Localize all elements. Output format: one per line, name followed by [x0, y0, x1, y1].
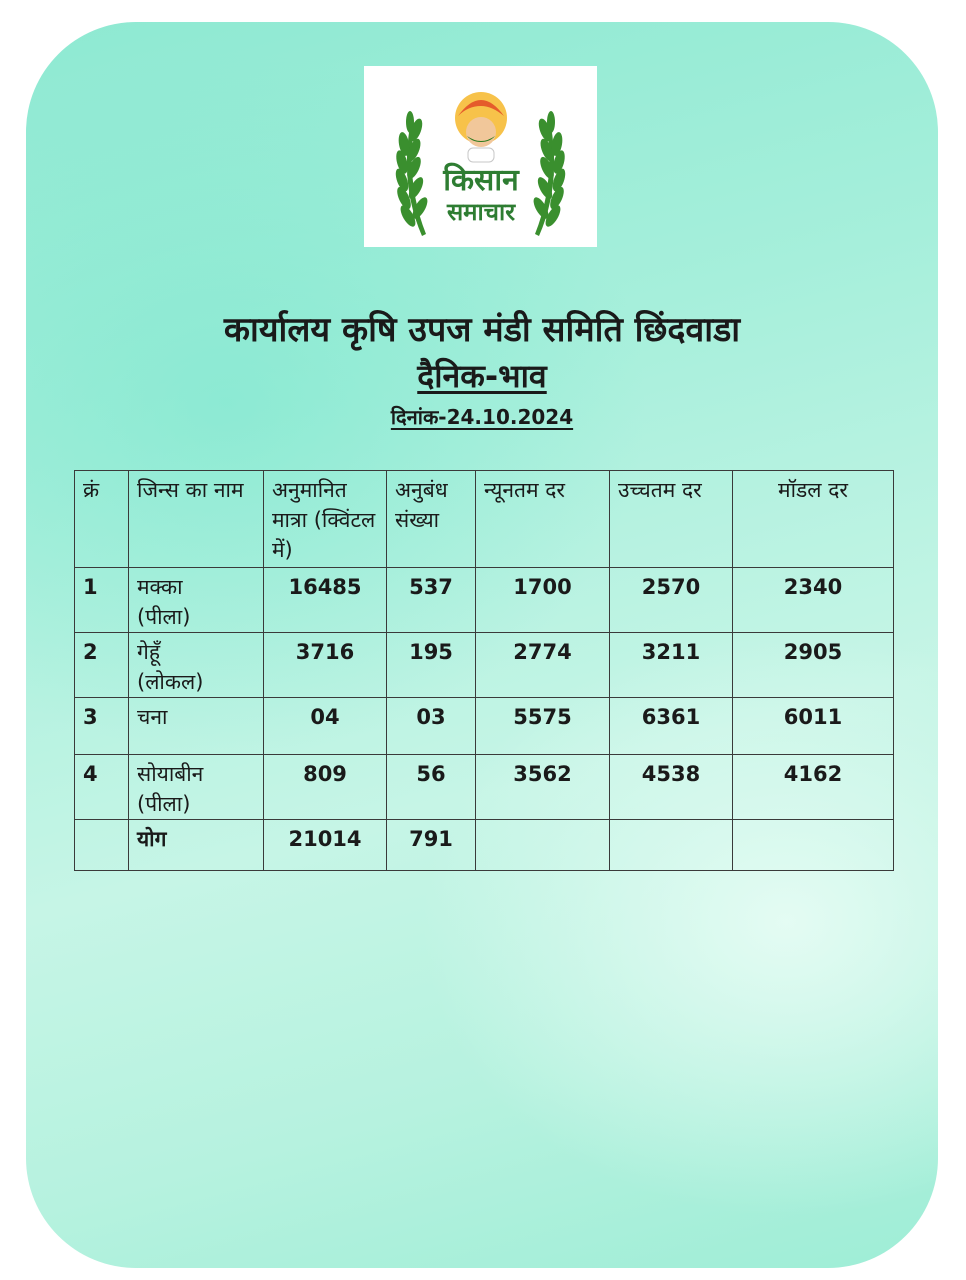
commodity-name: सोयाबीन: [137, 762, 204, 786]
cell-total-quantity: 21014: [264, 820, 387, 871]
kisan-samachar-logo: [364, 66, 597, 247]
cell-commodity: [129, 568, 264, 633]
rates-table: [74, 470, 894, 871]
cell-sr: 4: [75, 755, 129, 820]
background-card: [26, 22, 938, 1268]
cell-min-rate: 1700: [476, 568, 610, 633]
commodity-name: मक्का: [137, 575, 183, 599]
col-header-max-rate: उच्चतम दर: [610, 471, 733, 568]
cell-sr: 1: [75, 568, 129, 633]
cell-max-rate: 3211: [610, 633, 733, 698]
cell-quantity: 3716: [264, 633, 387, 698]
cell-min-rate: 5575: [476, 698, 610, 755]
table-header-row: [75, 471, 894, 568]
cell-max-rate: 4538: [610, 755, 733, 820]
commodity-variety: (लोकल): [137, 670, 204, 694]
table-row: [75, 633, 894, 698]
table-row: [75, 755, 894, 820]
cell-max-rate: 2570: [610, 568, 733, 633]
cell-total-contracts: 791: [387, 820, 476, 871]
cell-contracts: 56: [387, 755, 476, 820]
cell-model-rate: 2905: [733, 633, 894, 698]
cell-commodity: [129, 755, 264, 820]
col-header-model-rate: मॉडल दर: [733, 471, 894, 568]
cell-contracts: 03: [387, 698, 476, 755]
commodity-name: चना: [137, 705, 168, 729]
page-subtitle: [26, 354, 938, 398]
wheat-right-icon: [531, 111, 568, 236]
cell-contracts: 537: [387, 568, 476, 633]
cell-min-rate: 2774: [476, 633, 610, 698]
cell-empty: [476, 820, 610, 871]
cell-sr: 3: [75, 698, 129, 755]
cell-contracts: 195: [387, 633, 476, 698]
cell-quantity: 16485: [264, 568, 387, 633]
cell-model-rate: 4162: [733, 755, 894, 820]
logo-line1: किसान: [443, 163, 519, 198]
commodity-variety: (पीला): [137, 605, 191, 629]
table-row: [75, 568, 894, 633]
commodity-variety: (पीला): [137, 792, 191, 816]
cell-min-rate: 3562: [476, 755, 610, 820]
farmer-face-icon: [466, 117, 496, 147]
col-header-quantity: अनुमानित मात्रा (क्विंटल में): [264, 471, 387, 568]
cell-max-rate: 6361: [610, 698, 733, 755]
col-header-contracts: अनुबंध संख्या: [387, 471, 476, 568]
logo-line2: समाचार: [446, 198, 516, 226]
page-title: कार्यालय कृषि उपज मंडी समिति छिंदवाडा: [223, 310, 741, 350]
cell-model-rate: 2340: [733, 568, 894, 633]
col-header-sr: क्रं: [75, 471, 129, 568]
commodity-name: गेहूँ: [137, 640, 160, 664]
report-date: [26, 402, 938, 432]
cell-empty: [75, 820, 129, 871]
cell-commodity: [129, 698, 264, 755]
subtitle-text: दैनिक-भाव: [417, 357, 547, 395]
col-header-min-rate: न्यूनतम दर: [476, 471, 610, 568]
cell-total-label: योग: [129, 820, 264, 871]
cell-quantity: 04: [264, 698, 387, 755]
wheat-left-icon: [393, 111, 430, 236]
col-header-commodity: जिन्स का नाम: [129, 471, 264, 568]
cell-empty: [733, 820, 894, 871]
table-total-row: [75, 820, 894, 871]
cell-model-rate: 6011: [733, 698, 894, 755]
table-row: [75, 698, 894, 755]
logo-graphic: [364, 66, 597, 247]
cell-quantity: 809: [264, 755, 387, 820]
cell-commodity: [129, 633, 264, 698]
cell-empty: [610, 820, 733, 871]
date-text: दिनांक-24.10.2024: [390, 405, 574, 429]
cell-sr: 2: [75, 633, 129, 698]
